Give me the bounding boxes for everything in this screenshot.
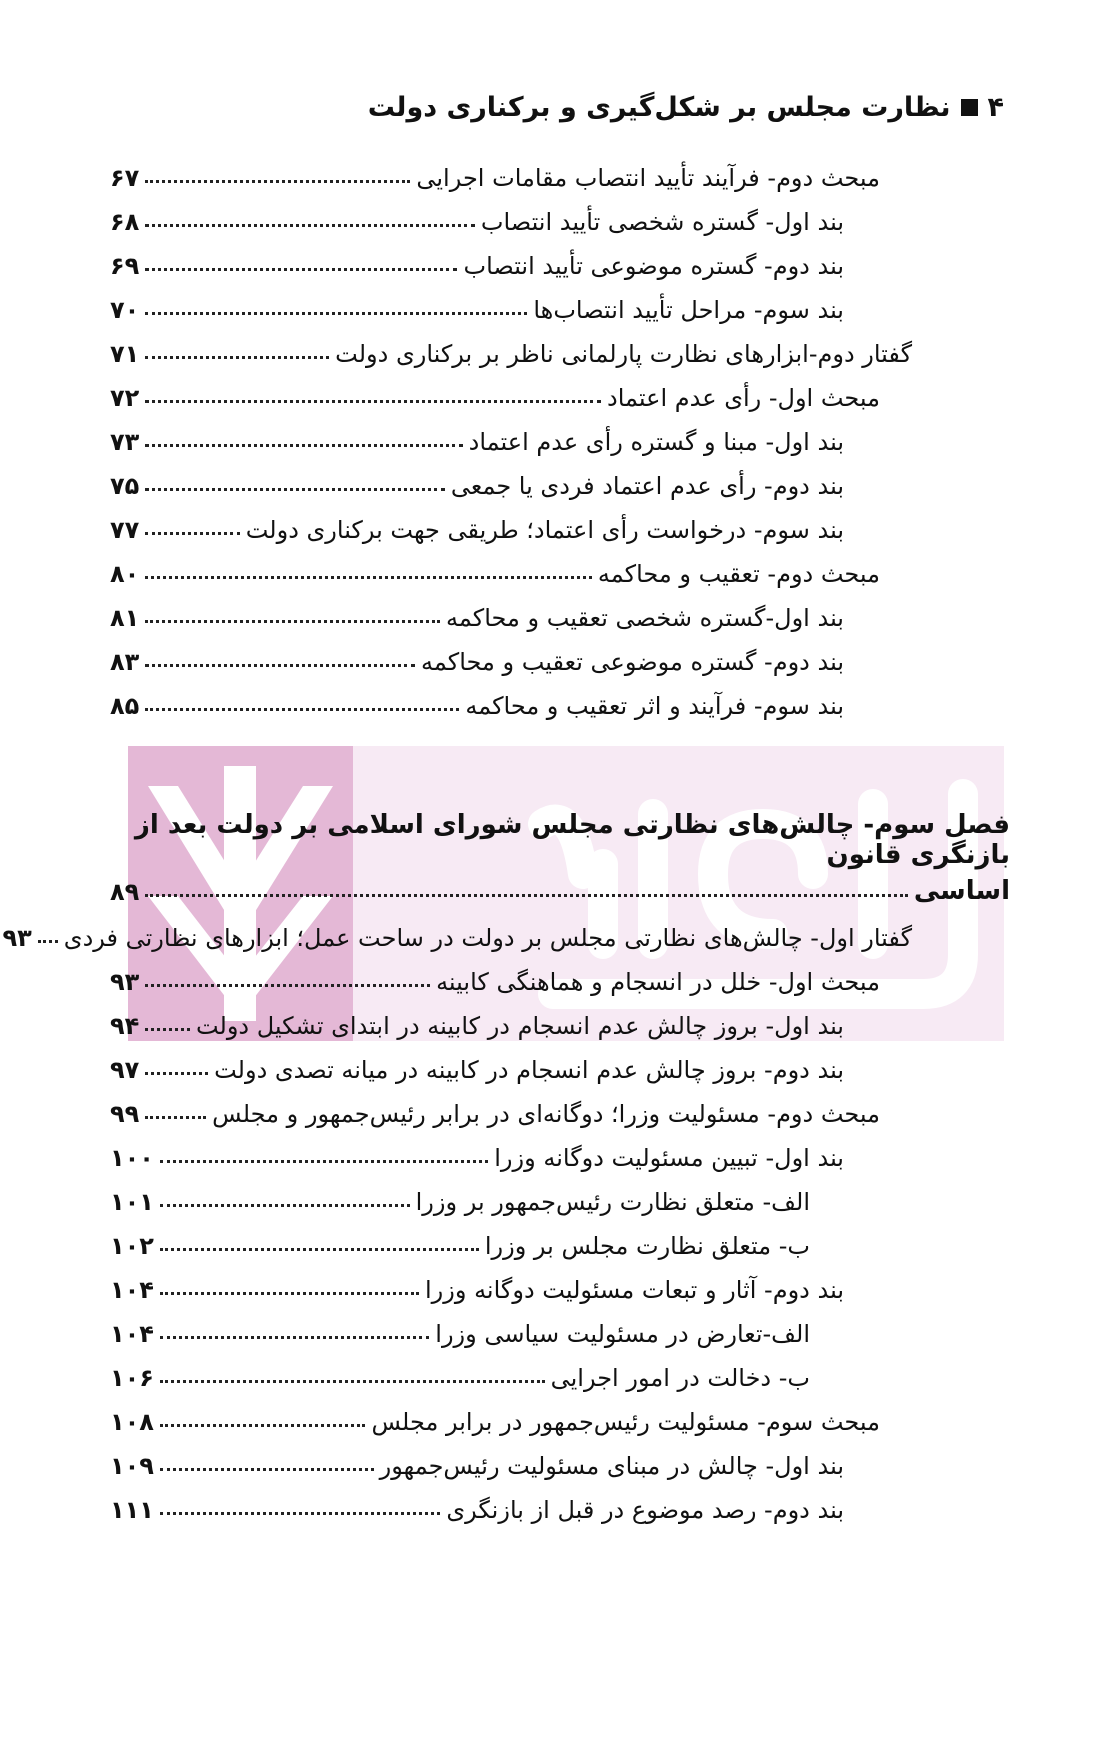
toc-entry: ب- متعلق نظارت مجلس بر وزرا ۱۰۲ (110, 1232, 810, 1260)
toc-entry: بند سوم- فرآیند و اثر تعقیب و محاکمه ۸۵ (110, 692, 844, 720)
toc-entry: ب- دخالت در امور اجرایی ۱۰۶ (110, 1364, 810, 1392)
toc-entry: بند دوم- رصد موضوع در قبل از بازنگری ۱۱۱ (110, 1496, 844, 1524)
toc-entry: مبحث دوم- مسئولیت وزرا؛ دوگانه‌ای در برابر رئیس‌جمهور و مجلس ۹۹ (110, 1100, 880, 1128)
toc-entry: الف- متعلق نظارت رئیس‌جمهور بر وزرا ۱۰۱ (110, 1188, 810, 1216)
toc-entry: مبحث دوم- فرآیند تأیید انتصاب مقامات اجرایی ۶۷ (110, 164, 880, 192)
toc-entry: بند دوم- آثار و تبعات مسئولیت دوگانه وزرا ۱۰۴ (110, 1276, 844, 1304)
toc-entry: بند دوم- گستره موضوعی تعقیب و محاکمه ۸۳ (110, 648, 844, 676)
page-number: ۴ (987, 92, 1004, 123)
toc-entry: بند سوم- مراحل تأیید انتصاب‌ها ۷۰ (110, 296, 844, 324)
toc-entry: بند دوم- گستره موضوعی تأیید انتصاب ۶۹ (110, 252, 844, 280)
toc-entry: مبحث اول- خلل در انسجام و هماهنگی کابینه ۹۳ (110, 968, 880, 996)
toc-entry: گفتار دوم-ابزارهای نظارت پارلمانی ناظر بر برکناری دولت ۷۱ (110, 340, 912, 368)
toc-entry: بند اول- چالش در مبنای مسئولیت رئیس‌جمهور ۱۰۹ (110, 1452, 844, 1480)
toc-entry: بند اول- مبنا و گستره رأی عدم اعتماد ۷۳ (110, 428, 844, 456)
toc-entry: بند اول- تبیین مسئولیت دوگانه وزرا ۱۰۰ (110, 1144, 844, 1172)
toc-entry: بند اول- گستره شخصی تأیید انتصاب ۶۸ (110, 208, 844, 236)
toc-entry: مبحث اول- رأی عدم اعتماد ۷۲ (110, 384, 880, 412)
toc-entry: الف-تعارض در مسئولیت سیاسی وزرا ۱۰۴ (110, 1320, 810, 1348)
chapter-heading-line2: اساسی ۸۹ (110, 876, 1010, 906)
book-title: نظارت مجلس بر شکل‌گیری و برکناری دولت (367, 92, 951, 123)
toc-entry: بند دوم- رأی عدم اعتماد فردی یا جمعی ۷۵ (110, 472, 844, 500)
toc-entry: بند سوم- درخواست رأی اعتماد؛ طریقی جهت برکناری دولت ۷۷ (110, 516, 844, 544)
chapter-heading: فصل سوم- چالش‌های نظارتی مجلس شورای اسلامی بر دولت بعد از بازنگری قانون (134, 810, 1010, 870)
toc-entry: بند اول-گستره شخصی تعقیب و محاکمه ۸۱ (110, 604, 844, 632)
toc-entry: گفتار اول- چالش‌های نظارتی مجلس بر دولت در ساحت عمل؛ ابزارهای نظارتی فردی ۹۳ (2, 924, 912, 952)
toc-entry: بند اول- بروز چالش عدم انسجام در کابینه در ابتدای تشکیل دولت ۹۴ (110, 1012, 844, 1040)
toc-entry: مبحث دوم- تعقیب و محاکمه ۸۰ (110, 560, 880, 588)
toc-entry: بند دوم- بروز چالش عدم انسجام در کابینه در میانه تصدی دولت ۹۷ (110, 1056, 844, 1084)
toc-entry: مبحث سوم- مسئولیت رئیس‌جمهور در برابر مجلس ۱۰۸ (110, 1408, 880, 1436)
